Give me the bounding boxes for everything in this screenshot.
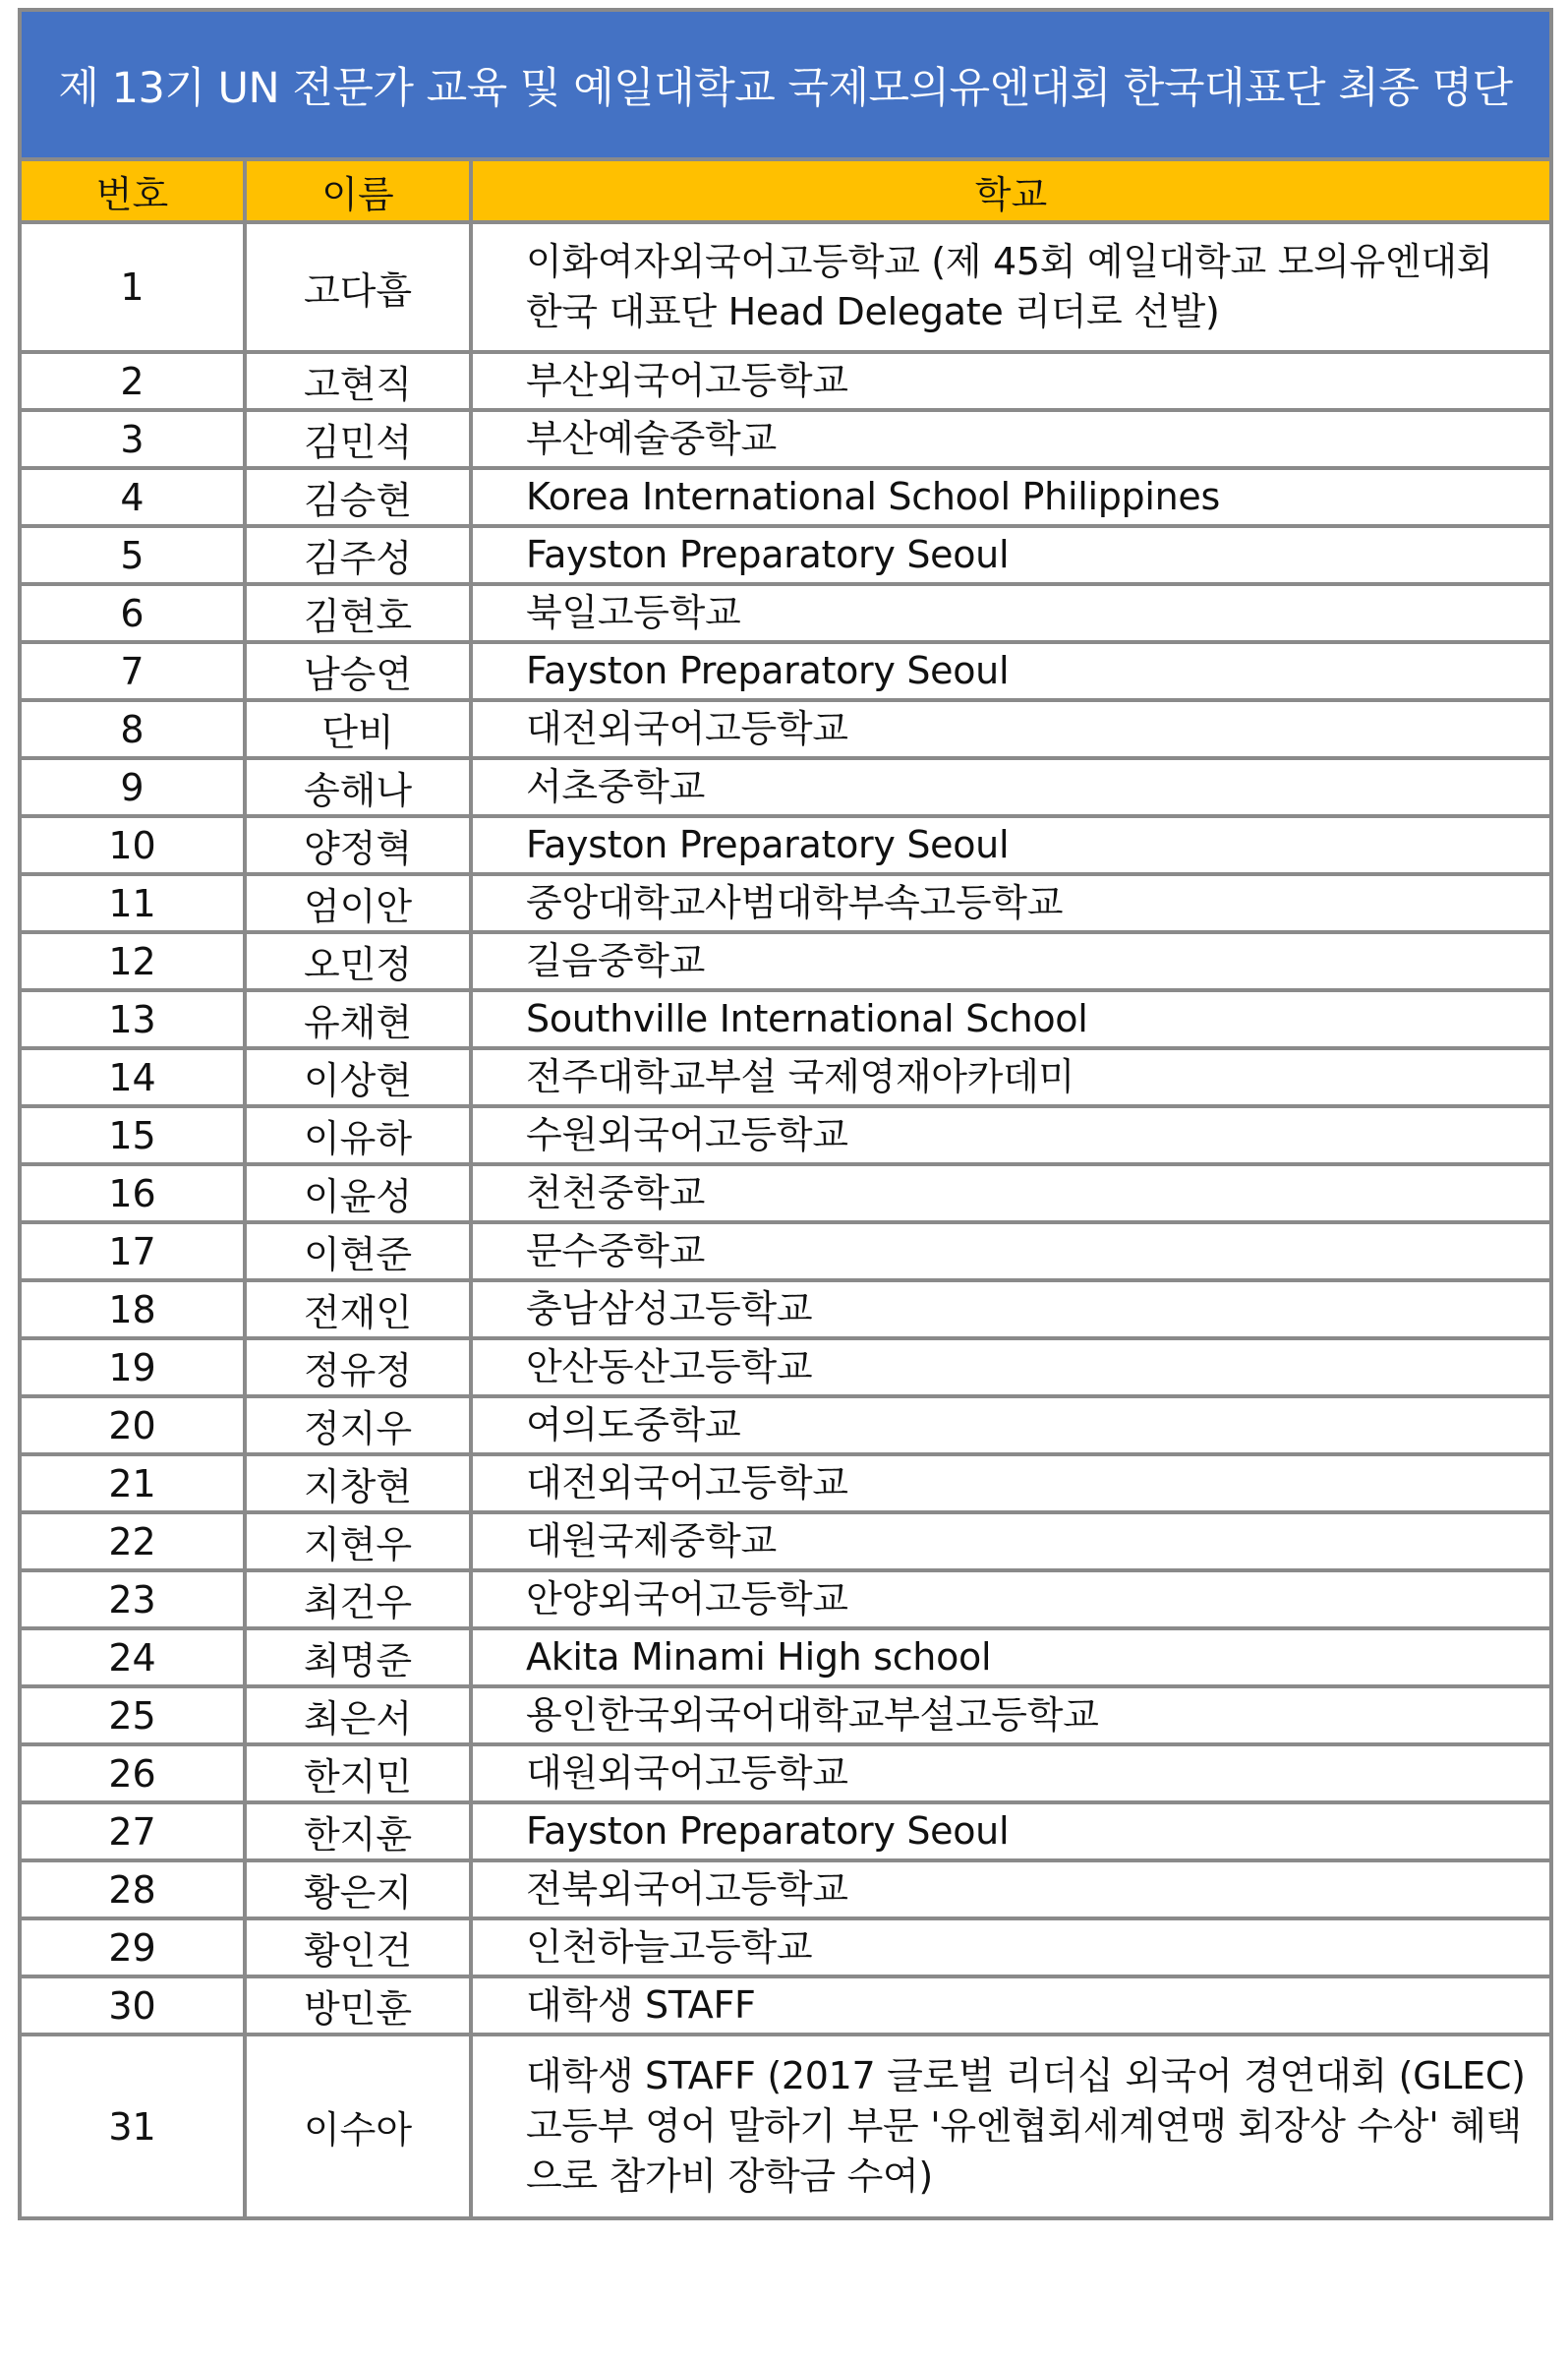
table-row (22, 1280, 1549, 1338)
table-row (22, 584, 1549, 642)
roster-sheet (18, 8, 1553, 2220)
row-number: 1 (22, 222, 245, 352)
row-number: 12 (22, 932, 245, 990)
row-name: 최건우 (245, 1570, 471, 1628)
row-school: 북일고등학교 (471, 584, 1549, 642)
row-school: 대학생 STAFF (471, 1976, 1549, 2035)
table-row (22, 1686, 1549, 1744)
row-number: 31 (22, 2035, 245, 2216)
table-row (22, 1860, 1549, 1918)
table-row (22, 1570, 1549, 1628)
row-school: 대원외국어고등학교 (471, 1744, 1549, 1802)
row-school: 대전외국어고등학교 (471, 1454, 1549, 1512)
row-name: 엄이안 (245, 874, 471, 932)
row-school: 여의도중학교 (471, 1396, 1549, 1454)
row-school: 전주대학교부설 국제영재아카데미 (471, 1048, 1549, 1106)
row-number: 4 (22, 468, 245, 526)
table-row (22, 1048, 1549, 1106)
row-school: 수원외국어고등학교 (471, 1106, 1549, 1164)
row-school: 길음중학교 (471, 932, 1549, 990)
table-row (22, 1918, 1549, 1976)
row-name: 김승현 (245, 468, 471, 526)
row-school: 천천중학교 (471, 1164, 1549, 1222)
row-name: 지창현 (245, 1454, 471, 1512)
row-school: 안양외국어고등학교 (471, 1570, 1549, 1628)
table-row (22, 758, 1549, 816)
row-name: 남승연 (245, 642, 471, 700)
row-number: 16 (22, 1164, 245, 1222)
row-name: 양정혁 (245, 816, 471, 874)
roster-title: 제 13기 UN 전문가 교육 및 예일대학교 국제모의유엔대회 한국대표단 최종 명단 (22, 12, 1549, 161)
row-school: 용인한국외국어대학교부설고등학교 (471, 1686, 1549, 1744)
table-row (22, 2035, 1549, 2216)
row-name: 김주성 (245, 526, 471, 584)
row-number: 19 (22, 1338, 245, 1396)
row-number: 23 (22, 1570, 245, 1628)
row-school: Fayston Preparatory Seoul (471, 642, 1549, 700)
row-school: 대학생 STAFF (2017 글로벌 리더십 외국어 경연대회 (GLEC) 고등부 영어 말하기 부문 '유엔협회세계연맹 회장상 수상' 혜택으로 참가비 장학금 수여) (471, 2035, 1549, 2216)
table-row (22, 468, 1549, 526)
row-name: 이상현 (245, 1048, 471, 1106)
table-row (22, 816, 1549, 874)
row-name: 이현준 (245, 1222, 471, 1280)
row-school: 서초중학교 (471, 758, 1549, 816)
table-row (22, 1976, 1549, 2035)
table-row (22, 1802, 1549, 1860)
row-school: 안산동산고등학교 (471, 1338, 1549, 1396)
row-name: 한지민 (245, 1744, 471, 1802)
row-number: 24 (22, 1628, 245, 1686)
roster-table (22, 161, 1549, 2216)
row-school: 충남삼성고등학교 (471, 1280, 1549, 1338)
row-number: 3 (22, 410, 245, 468)
table-row (22, 352, 1549, 410)
table-row (22, 874, 1549, 932)
table-row (22, 222, 1549, 352)
row-name: 황은지 (245, 1860, 471, 1918)
row-school: Southville International School (471, 990, 1549, 1048)
row-school: 대원국제중학교 (471, 1512, 1549, 1570)
row-name: 한지훈 (245, 1802, 471, 1860)
row-name: 김민석 (245, 410, 471, 468)
table-row (22, 1222, 1549, 1280)
row-school: 전북외국어고등학교 (471, 1860, 1549, 1918)
row-number: 15 (22, 1106, 245, 1164)
row-number: 14 (22, 1048, 245, 1106)
row-school: Fayston Preparatory Seoul (471, 816, 1549, 874)
row-number: 2 (22, 352, 245, 410)
row-name: 단비 (245, 700, 471, 758)
row-number: 17 (22, 1222, 245, 1280)
table-row (22, 1744, 1549, 1802)
row-school: 부산예술중학교 (471, 410, 1549, 468)
row-name: 지현우 (245, 1512, 471, 1570)
row-name: 최명준 (245, 1628, 471, 1686)
row-number: 5 (22, 526, 245, 584)
table-row (22, 410, 1549, 468)
table-row (22, 700, 1549, 758)
row-number: 28 (22, 1860, 245, 1918)
row-school: 이화여자외국어고등학교 (제 45회 예일대학교 모의유엔대회 한국 대표단 Head Delegate 리더로 선발) (471, 222, 1549, 352)
row-name: 고다흡 (245, 222, 471, 352)
table-row (22, 642, 1549, 700)
row-number: 13 (22, 990, 245, 1048)
row-school: 중앙대학교사범대학부속고등학교 (471, 874, 1549, 932)
table-row (22, 1454, 1549, 1512)
row-name: 오민정 (245, 932, 471, 990)
row-number: 11 (22, 874, 245, 932)
row-name: 송해나 (245, 758, 471, 816)
row-number: 7 (22, 642, 245, 700)
row-name: 정지우 (245, 1396, 471, 1454)
header-row (22, 161, 1549, 222)
row-school: 부산외국어고등학교 (471, 352, 1549, 410)
table-row (22, 526, 1549, 584)
row-number: 9 (22, 758, 245, 816)
row-number: 30 (22, 1976, 245, 2035)
table-row (22, 1164, 1549, 1222)
row-school: 인천하늘고등학교 (471, 1918, 1549, 1976)
table-row (22, 932, 1549, 990)
row-school: 대전외국어고등학교 (471, 700, 1549, 758)
row-name: 방민훈 (245, 1976, 471, 2035)
row-name: 이유하 (245, 1106, 471, 1164)
row-number: 10 (22, 816, 245, 874)
row-name: 고현직 (245, 352, 471, 410)
header-number: 번호 (22, 161, 245, 222)
row-school: Korea International School Philippines (471, 468, 1549, 526)
row-number: 8 (22, 700, 245, 758)
row-name: 이수아 (245, 2035, 471, 2216)
row-number: 6 (22, 584, 245, 642)
row-school: Fayston Preparatory Seoul (471, 1802, 1549, 1860)
table-row (22, 1106, 1549, 1164)
row-number: 18 (22, 1280, 245, 1338)
row-school: 문수중학교 (471, 1222, 1549, 1280)
table-row (22, 1628, 1549, 1686)
row-number: 21 (22, 1454, 245, 1512)
row-name: 전재인 (245, 1280, 471, 1338)
row-name: 유채현 (245, 990, 471, 1048)
table-row (22, 1512, 1549, 1570)
row-number: 25 (22, 1686, 245, 1744)
header-school: 학교 (471, 161, 1549, 222)
row-name: 김현호 (245, 584, 471, 642)
row-name: 정유정 (245, 1338, 471, 1396)
table-row (22, 1396, 1549, 1454)
row-school: Akita Minami High school (471, 1628, 1549, 1686)
table-row (22, 1338, 1549, 1396)
row-school: Fayston Preparatory Seoul (471, 526, 1549, 584)
row-name: 황인건 (245, 1918, 471, 1976)
row-number: 20 (22, 1396, 245, 1454)
row-number: 26 (22, 1744, 245, 1802)
table-row (22, 990, 1549, 1048)
row-name: 이윤성 (245, 1164, 471, 1222)
row-number: 27 (22, 1802, 245, 1860)
row-number: 22 (22, 1512, 245, 1570)
row-number: 29 (22, 1918, 245, 1976)
header-name: 이름 (245, 161, 471, 222)
row-name: 최은서 (245, 1686, 471, 1744)
